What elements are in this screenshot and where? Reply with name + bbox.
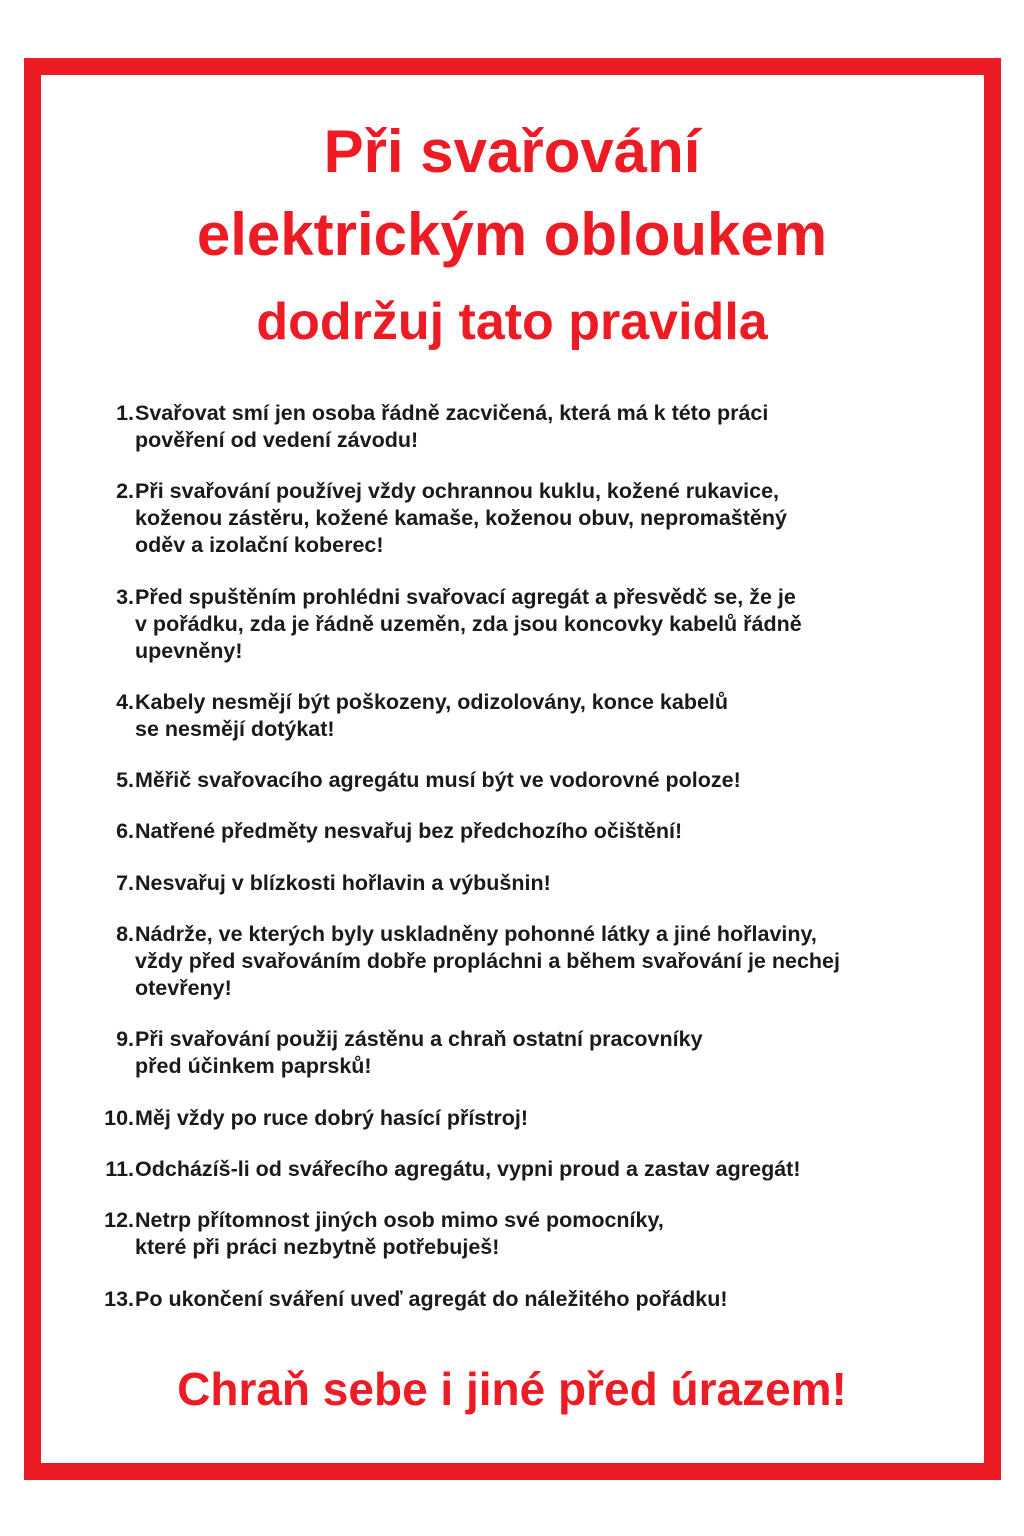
rule-item [90,1026,930,1080]
rule-number: 8. [116,922,134,947]
rule-text: Netrp přítomnost jiných osob mimo své pomocníky, které při práci nezbytně potřebuješ! [135,1208,664,1260]
rule-text: Měřič svařovacího agregátu musí být ve vodorovné poloze! [135,768,741,793]
rule-number: 6. [116,819,134,844]
rule-item [90,1286,930,1313]
rule-number: 7. [116,870,134,895]
rule-item [90,870,930,897]
rule-text: Nádrže, ve kterých byly uskladněny pohonné látky a jiné hořlaviny, vždy před svařováním dobře propláchni a během svařování je nechej otevřeny! [135,922,840,1001]
rule-number: 13. [104,1286,134,1311]
rule-number: 3. [116,584,134,609]
rule-text: Při svařování použij zástěnu a chraň ostatní pracovníky před účinkem paprsků! [135,1027,703,1079]
rule-item [90,584,930,665]
rule-number: 2. [116,479,134,504]
rule-item [90,689,930,743]
rule-text: Po ukončení sváření uveď agregát do náležitého pořádku! [135,1286,728,1311]
rule-number: 5. [116,768,134,793]
rule-number: 12. [104,1208,134,1233]
rule-text: Svařovat smí jen osoba řádně zacvičená, která má k této práci pověření od vedení závodu! [135,401,769,452]
rule-number: 9. [116,1027,134,1052]
rule-text: Nesvařuj v blízkosti hořlavin a výbušnin! [135,870,551,895]
rule-number: 11. [105,1156,134,1181]
sign-title-line-2: elektrickým obloukem [196,201,828,268]
rule-item [90,478,930,559]
rule-item [90,1105,930,1132]
rule-text: Měj vždy po ruce dobrý hasící přístroj! [135,1105,529,1130]
rule-text: Odcházíš-li od svářecího agregátu, vypni proud a zastav agregát! [135,1156,801,1181]
sign-title-line-1: Při svařování [323,118,701,185]
rule-item [90,818,930,845]
rule-text: Natřené předměty nesvařuj bez předchozího očištění! [135,819,683,844]
rules-list [90,400,930,1337]
rule-text: Při svařování používej vždy ochrannou kuklu, kožené rukavice, koženou zástěru, kožené kamaše, koženou obuv, nepromaštěný oděv a izolační koberec! [135,479,787,558]
rule-item [90,767,930,794]
rule-item [90,1207,930,1261]
sign-footer-warning: Chraň sebe i jiné před úrazem! [177,1363,847,1415]
rule-item [90,1156,930,1183]
rule-text: Kabely nesmějí být poškozeny, odizolovány, konce kabelů se nesmějí dotýkat! [135,689,729,741]
rule-text: Před spuštěním prohlédni svařovací agregát a přesvědč se, že je v pořádku, zda je řádně uzeměn, zda jsou koncovky kabelů řádně upevněny! [135,584,802,663]
rule-number: 10. [104,1105,134,1130]
rule-item [90,400,930,454]
rule-item [90,921,930,1002]
rule-number: 1. [116,401,134,425]
rule-number: 4. [116,689,134,714]
sign-subtitle: dodržuj tato pravidla [256,293,768,351]
